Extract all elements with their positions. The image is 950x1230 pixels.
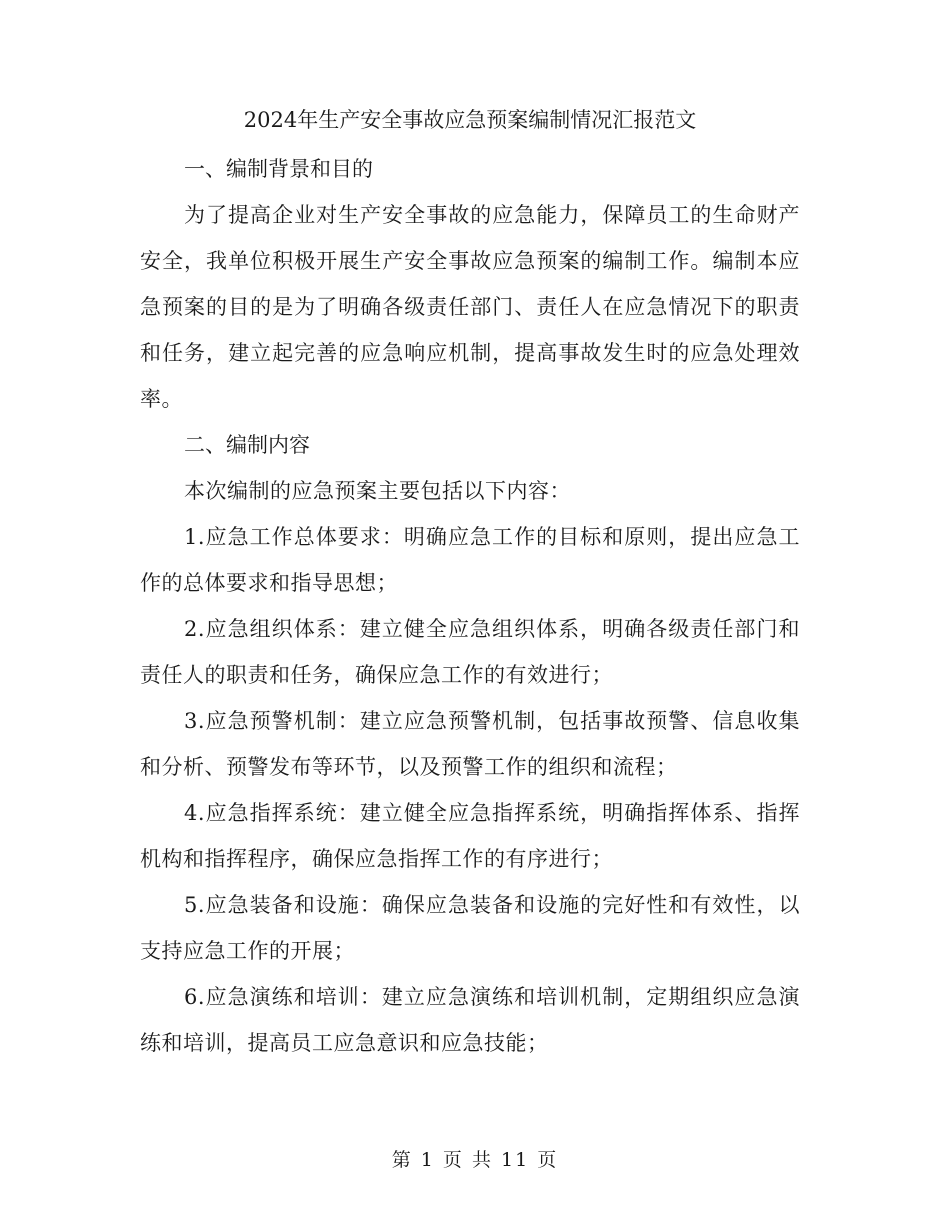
document-title: 2024年生产安全事故应急预案编制情况汇报范文: [243, 108, 697, 132]
paragraph-intro: 本次编制的应急预案主要包括以下内容：: [184, 479, 571, 503]
section-heading-background: 一、编制背景和目的: [184, 157, 373, 181]
list-item: 5.应急装备和设施：确保应急装备和设施的完好性和有效性，以支持应急工作的开展；: [140, 893, 800, 963]
page-footer: 第 1 页 共 11 页: [391, 1149, 559, 1171]
list-item: 2.应急组织体系：建立健全应急组织体系，明确各级责任部门和责任人的职责和任务，确保应急工作的有效进行；: [140, 617, 800, 687]
list-item: 6.应急演练和培训：建立应急演练和培训机制，定期组织应急演练和培训，提高员工应急意识和应急技能；: [140, 985, 800, 1055]
paragraph-purpose: 为了提高企业对生产安全事故的应急能力，保障员工的生命财产安全，我单位积极开展生产安全事故应急预案的编制工作。编制本应急预案的目的是为了明确各级责任部门、责任人在应急情况下的职责和任务，建立起完善的应急响应机制，提高事故发生时的应急处理效率。: [140, 203, 800, 411]
list-item: 3.应急预警机制：建立应急预警机制，包括事故预警、信息收集和分析、预警发布等环节，以及预警工作的组织和流程；: [140, 709, 800, 779]
list-item: 1.应急工作总体要求：明确应急工作的目标和原则，提出应急工作的总体要求和指导思想；: [140, 525, 800, 595]
section-heading-content: 二、编制内容: [184, 433, 310, 457]
document-body: [140, 100, 800, 1066]
list-item: 4.应急指挥系统：建立健全应急指挥系统，明确指挥体系、指挥机构和指挥程序，确保应急指挥工作的有序进行；: [140, 801, 800, 871]
